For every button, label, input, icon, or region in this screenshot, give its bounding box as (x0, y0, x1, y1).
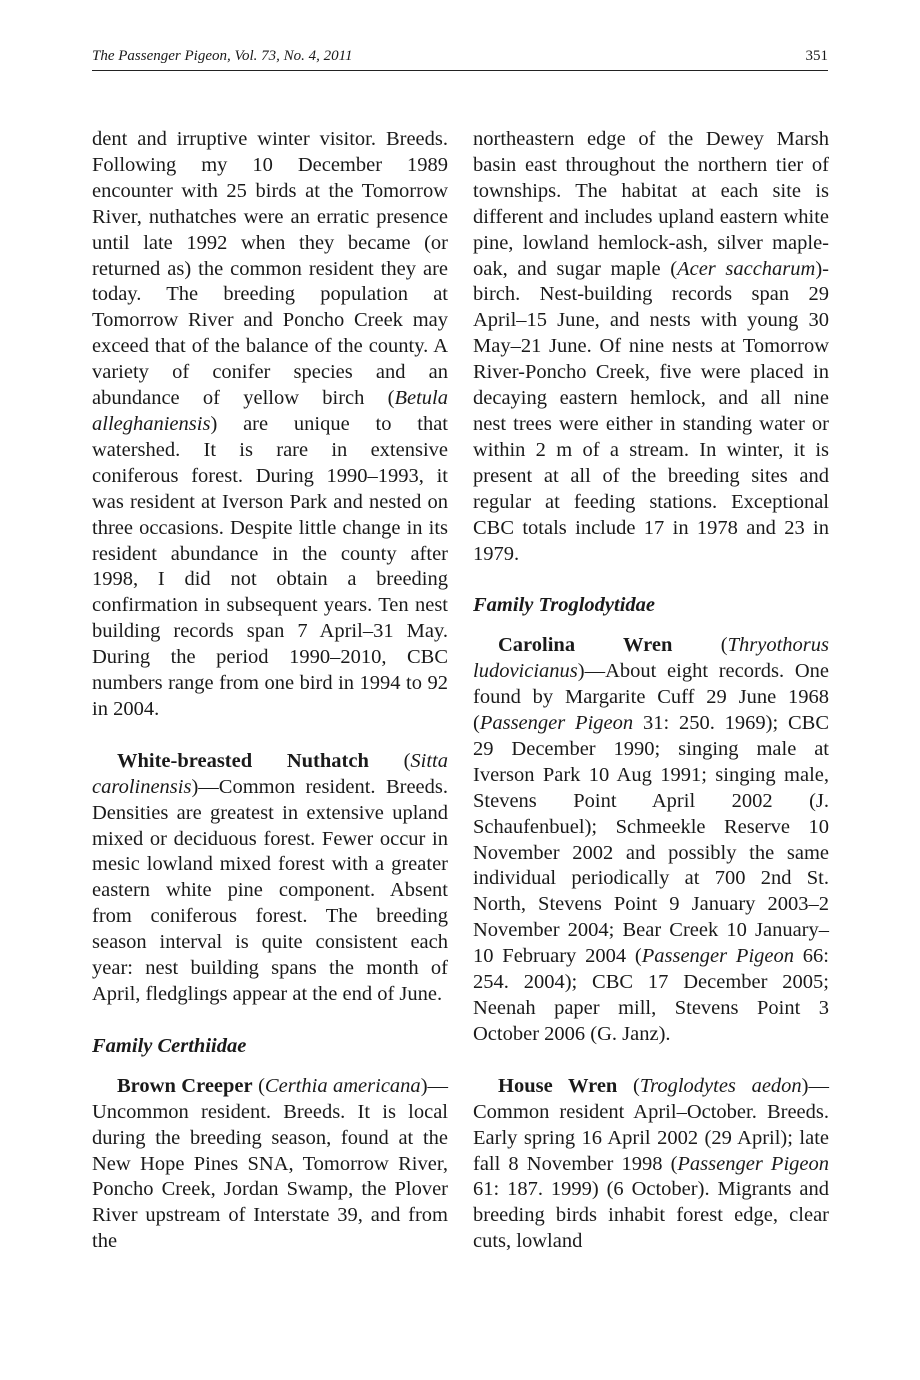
scientific-name: Thryothorus ludovicianus (473, 634, 829, 683)
right-column (473, 127, 829, 1255)
scientific-name: Acer saccharum (677, 257, 816, 280)
species-account-white-breasted-nuthatch: White-breasted Nuthatch (Sitta carolinensis)—Common resident. Breeds. Densities are greatest in extensive upland mixed or deciduous forest. Fewer occur in mesic lowland mixed forest with a greater eastern white pine component. Absent from coniferous forest. The breeding season interval is quite consistent each year: nest building spans the month of April, fledglings appear at the end of June. (92, 749, 448, 1005)
page-number: 351 (805, 48, 828, 64)
family-heading-certhiidae: Family Certhiidae (92, 1034, 247, 1057)
scientific-name: Troglodytes aedon (639, 1074, 802, 1097)
scientific-name: Sitta carolinensis (92, 749, 448, 798)
scientific-name: Betula alleghaniensis (92, 387, 448, 435)
species-name: Brown Creeper (117, 1074, 253, 1097)
journal-title: Passenger Pigeon (677, 1152, 829, 1175)
species-account-carolina-wren: Carolina Wren (Thryothorus ludovicianus)—About eight records. One found by Margarite Cuff 29 June 1968 (Passenger Pigeon 31: 250. 1969); CBC 29 December 1990; singing male at Iverson Park 10 Aug 1991; singing male, Stevens Point April 2002 (J. Schaufenbuel); Schmeekle Reserve 10 November 2002 and possibly the same individual periodically at 700 2nd St. North, Stevens Point 9 January 2003–2 November 2004; Bear Creek 10 January–10 February 2004 (Passenger Pigeon 66: 254. 2004); CBC 17 December 2005; Neenah paper mill, Stevens Point 3 October 2006 (G. Janz). (473, 634, 829, 1045)
journal-citation: The Passenger Pigeon, Vol. 73, No. 4, 2011 (92, 48, 353, 64)
journal-title: Passenger Pigeon (641, 945, 794, 968)
paragraph-nuthatch-continued: dent and irruptive winter visitor. Breeds. Following my 10 December 1989 encounter with 25 birds at the Tomorrow River, nuthatches were an erratic presence until late 1992 when they became (or returned as) the common resident they are today. The breeding population at Tomorrow River and Poncho Creek may exceed that of the balance of the county. A variety of conifer species and an abundance of yellow birch (Betula alleghaniensis) are unique to that watershed. It is rare in extensive coniferous forest. During 1990–1993, it was resident at Iverson Park and nested on three occasions. Despite little change in its resident abundance in the county after 1998, I did not obtain a breeding confirmation in subsequent years. Ten nest building records span 7 April–31 May. During the period 1990–2010, CBC numbers range from one bird in 1994 to 92 in 2004. (92, 128, 448, 720)
species-account-house-wren: House Wren (Troglodytes aedon)—Common resident April–October. Breeds. Early spring 16 April 2002 (29 April); late fall 8 November 1998 (Passenger Pigeon 61: 187. 1999) (6 October). Migrants and breeding birds inhabit forest edge, clear cuts, lowland (473, 1074, 829, 1253)
journal-title: Passenger Pigeon (479, 712, 634, 735)
scientific-name: Certhia americana (264, 1074, 421, 1097)
species-account-brown-creeper: Brown Creeper (Certhia americana)—Uncommon resident. Breeds. It is local during the breeding season, found at the New Hope Pines SNA, Tomorrow River, Poncho Creek, Jordan Swamp, the Plover River upstream of Interstate 39, and from the (92, 1074, 449, 1253)
left-column (92, 127, 448, 1255)
species-name: House Wren (498, 1074, 618, 1097)
species-name: Carolina Wren (498, 634, 673, 657)
family-heading-troglodytidae: Family Troglodytidae (473, 594, 656, 617)
species-name: White-breasted Nuthatch (117, 749, 369, 772)
paragraph-brown-creeper-continued: northeastern edge of the Dewey Marsh basin east throughout the northern tier of townships. The habitat at each site is different and includes upland eastern white pine, lowland hemlock-ash, silver maple-oak, and sugar maple (Acer saccharum)-birch. Nest-building records span 29 April–15 June, and nests with young 30 May–21 June. Of nine nests at Tomorrow River-Poncho Creek, five were placed in decaying eastern hemlock, and all nine nest trees were either in standing water or within 2 m of a stream. In winter, it is present at all of the breeding sites and regular at feeding stations. Exceptional CBC totals include 17 in 1978 and 23 in 1979. (473, 128, 829, 565)
running-head (92, 48, 828, 71)
